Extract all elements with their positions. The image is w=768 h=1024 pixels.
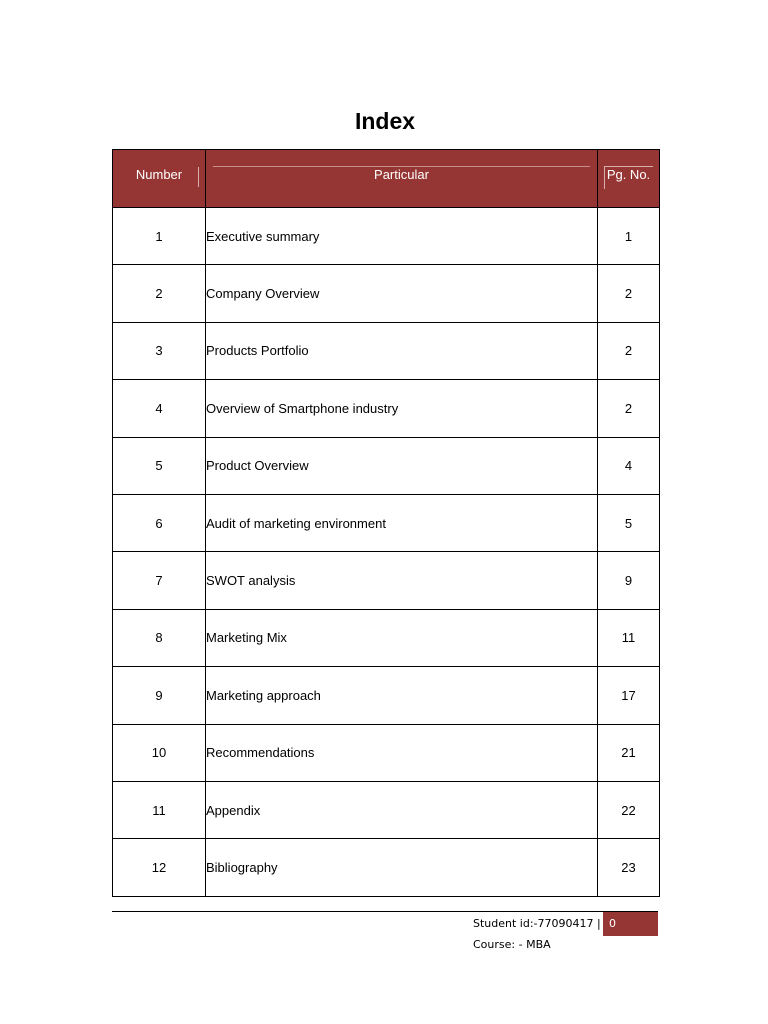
- table-row: [113, 667, 660, 724]
- footer-page-number: 0: [603, 912, 658, 936]
- row-particular: Company Overview: [206, 265, 598, 322]
- table-header-row: [113, 150, 660, 208]
- table-row: [113, 208, 660, 265]
- table-row: [113, 552, 660, 609]
- row-number: 11: [113, 781, 206, 838]
- table-row: [113, 322, 660, 379]
- row-number: 8: [113, 609, 206, 666]
- header-particular-label: Particular: [374, 167, 429, 182]
- footer-course: Course: - MBA: [473, 938, 551, 951]
- row-number: 1: [113, 208, 206, 265]
- row-page: 9: [598, 552, 660, 609]
- footer-divider: [112, 911, 658, 912]
- table-row: [113, 781, 660, 838]
- table-row: [113, 437, 660, 494]
- row-page: 2: [598, 322, 660, 379]
- row-page: 11: [598, 609, 660, 666]
- row-particular: Recommendations: [206, 724, 598, 781]
- footer-student-id: Student id:-77090417 |: [473, 917, 601, 930]
- row-particular: Appendix: [206, 781, 598, 838]
- header-page-label: Pg. No.: [606, 167, 651, 182]
- header-page: [598, 150, 660, 208]
- page-title: Index: [354, 108, 416, 134]
- row-particular: Executive summary: [206, 208, 598, 265]
- row-particular: Marketing approach: [206, 667, 598, 724]
- row-number: 2: [113, 265, 206, 322]
- row-particular: Product Overview: [206, 437, 598, 494]
- table-row: [113, 265, 660, 322]
- row-particular: SWOT analysis: [206, 552, 598, 609]
- row-page: 5: [598, 494, 660, 551]
- row-number: 5: [113, 437, 206, 494]
- row-page: 23: [598, 839, 660, 896]
- row-particular: Audit of marketing environment: [206, 494, 598, 551]
- table-row: [113, 380, 660, 437]
- row-particular: Products Portfolio: [206, 322, 598, 379]
- row-number: 12: [113, 839, 206, 896]
- row-number: 4: [113, 380, 206, 437]
- row-number: 7: [113, 552, 206, 609]
- row-number: 3: [113, 322, 206, 379]
- row-page: 4: [598, 437, 660, 494]
- row-particular: Bibliography: [206, 839, 598, 896]
- row-page: 2: [598, 380, 660, 437]
- header-number-label: Number: [135, 167, 183, 182]
- row-page: 21: [598, 724, 660, 781]
- row-page: 1: [598, 208, 660, 265]
- row-number: 6: [113, 494, 206, 551]
- row-page: 22: [598, 781, 660, 838]
- row-page: 2: [598, 265, 660, 322]
- row-number: 9: [113, 667, 206, 724]
- table-row: [113, 724, 660, 781]
- table-row: [113, 609, 660, 666]
- header-particular: [206, 150, 598, 208]
- row-number: 10: [113, 724, 206, 781]
- header-number: [113, 150, 206, 208]
- index-table: [112, 149, 660, 897]
- table-row: [113, 839, 660, 896]
- table-row: [113, 494, 660, 551]
- row-particular: Overview of Smartphone industry: [206, 380, 598, 437]
- row-page: 17: [598, 667, 660, 724]
- row-particular: Marketing Mix: [206, 609, 598, 666]
